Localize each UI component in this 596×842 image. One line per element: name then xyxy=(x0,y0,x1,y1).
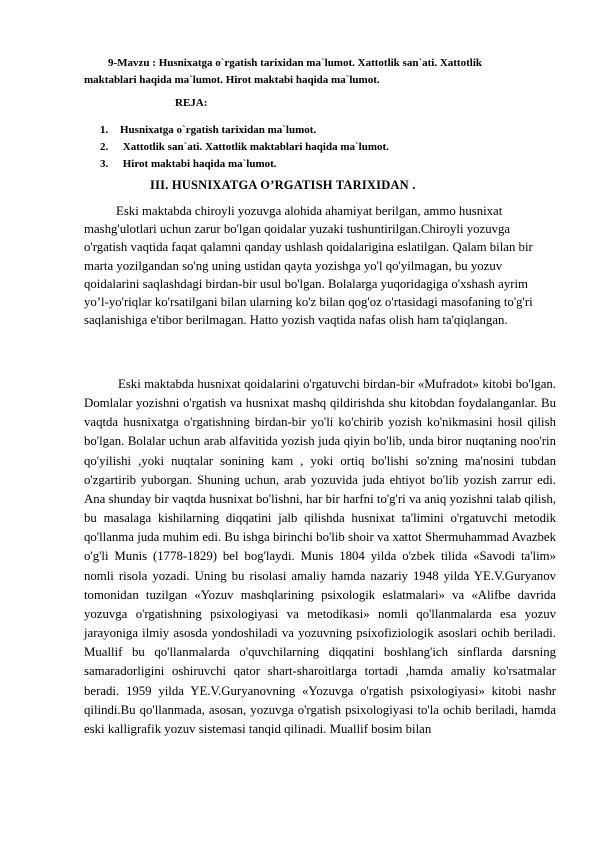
plan-item xyxy=(100,139,389,156)
plan-label: REJA: xyxy=(175,97,208,109)
plan-item-number: 3. xyxy=(100,158,109,170)
plan-item xyxy=(100,156,389,173)
topic-title: 9-Mavzu : Husnixatga o`rgatish tarixidan ma`lumot. Xattotlik san`ati. Xattotlik maktablari haqida ma`lumot. Hirot maktabi haqida ma`lumot. xyxy=(84,57,482,86)
body-paragraph: Eski maktabda husnixat qoidalarini o'rgatuvchi birdan-bir «Mufradot» kitobi bo'lgan. Domlalar yozishni o'rgatish va husnixat mashq qildirishda shu kitobdan foydalanganlar. Bu vaqtda husnixatga o'rgatishning birdan-bir yo'li ko'chirib yozish ko'nikmasini hosil qilish bo'lgan. Bolalar uchun arab alfavitida yozish juda qiyin bo'lib, unda biror nuqtaning noo'rin qo'yilishi ,yoki nuqtalar sonining kam , yoki ortiq bo'lishi so'zning ma'nosini tubdan o'zgartirib yuborgan. Shuning uchun, arab yozuvida juda ehtiyot bo'lib yozish zarrur edi. Ana shunday bir vaqtda husnixat bo'lishni, har bir harfni to'g'ri va aniq yozishni talab qilish, bu masalaga kishilarning diqqatini jalb qilishda husnixat ta'limini o'rgatuvchi metodik qo'llanma juda muhim edi. Bu ishga birinchi bo'lib shoir va xattot Shermuhammad Avazbek o'g'li Munis (1778-1829) bel bog'laydi. Munis 1804 yilda o'zbek tilida «Savodi ta'lim» nomli risola yozadi. Uning bu risolasi amaliy hamda nazariy 1948 yilda YE.V.Guryanov tomonidan tuzilgan «Yozuv mashqlarining psixologik eslatmalari» va «Alifbe davrida yozuvga o'rgatishning psixologiyasi va metodikasi» nomli qo'llanmalarda esa yozuv jarayoniga ilmiy asosda yondoshiladi va yozuvning psixofiziologik asoslari ochib beriladi. Muallif bu qo'llanmalarda o'quvchilarning diqqatini boshlang'ich sinflarda darsning samaradorligini oshiruvchi qator shart-sharoitlarga tortadi ,hamda amaliy ko'rsatmalar beradi. 1959 yilda YE.V.Guryanovning «Yozuvga o'rgatish psixologiyasi» kitobi nashr qilindi.Bu qo'llanmada, asosan, yozuvga o'rgatish psixologiyasi to'la ochib beriladi, hamda eski kalligrafik yozuv sistemasi tanqid qilinadi. Muallif bosim bilan xyxy=(84,377,556,736)
plan-item-text: Hirot maktabi haqida ma`lumot. xyxy=(120,158,277,170)
plan-list xyxy=(100,122,389,173)
plan-item-number: 2. xyxy=(100,141,109,153)
plan-item-number: 1. xyxy=(100,124,109,136)
body-paragraph: Eski maktabda chiroyli yozuvga alohida ahamiyat berilgan, ammo husnixat mashg'ulotlari uchun zarur bo'lgan qoidalar yuzaki tushuntirilgan.Chiroyli yozuvga o'rgatish vaqtida faqat qalamni qanday ushlash qoidalarigina eslatilgan. Qalam bilan bir marta yozilgandan so'ng uning ustidan qayta yozishga yo'l qo'yilmagan, bu yozuv qoidalarini saqlashdagi birdan-bir usul bo'lgan. Bolalarga yuqoridagiga o'xshash ayrim yo’l-yo'riqlar ko'rsatilgani bilan ularning ko'z bilan qog'oz o'rtasidagi masofaning to'g'ri saqlanishiga e'tibor berilmagan. Hatto yozish vaqtida nafas olish ham ta'qiqlangan. xyxy=(84,204,533,328)
plan-item-text: Husnixatga o`rgatish tarixidan ma`lumot. xyxy=(120,124,317,136)
plan-item-text: Xattotlik san`ati. Xattotlik maktablari haqida ma`lumot. xyxy=(120,141,389,153)
plan-item xyxy=(100,122,389,139)
section-heading: III. HUSNIXATGA O’RGATISH TARIXIDAN . xyxy=(150,178,416,192)
